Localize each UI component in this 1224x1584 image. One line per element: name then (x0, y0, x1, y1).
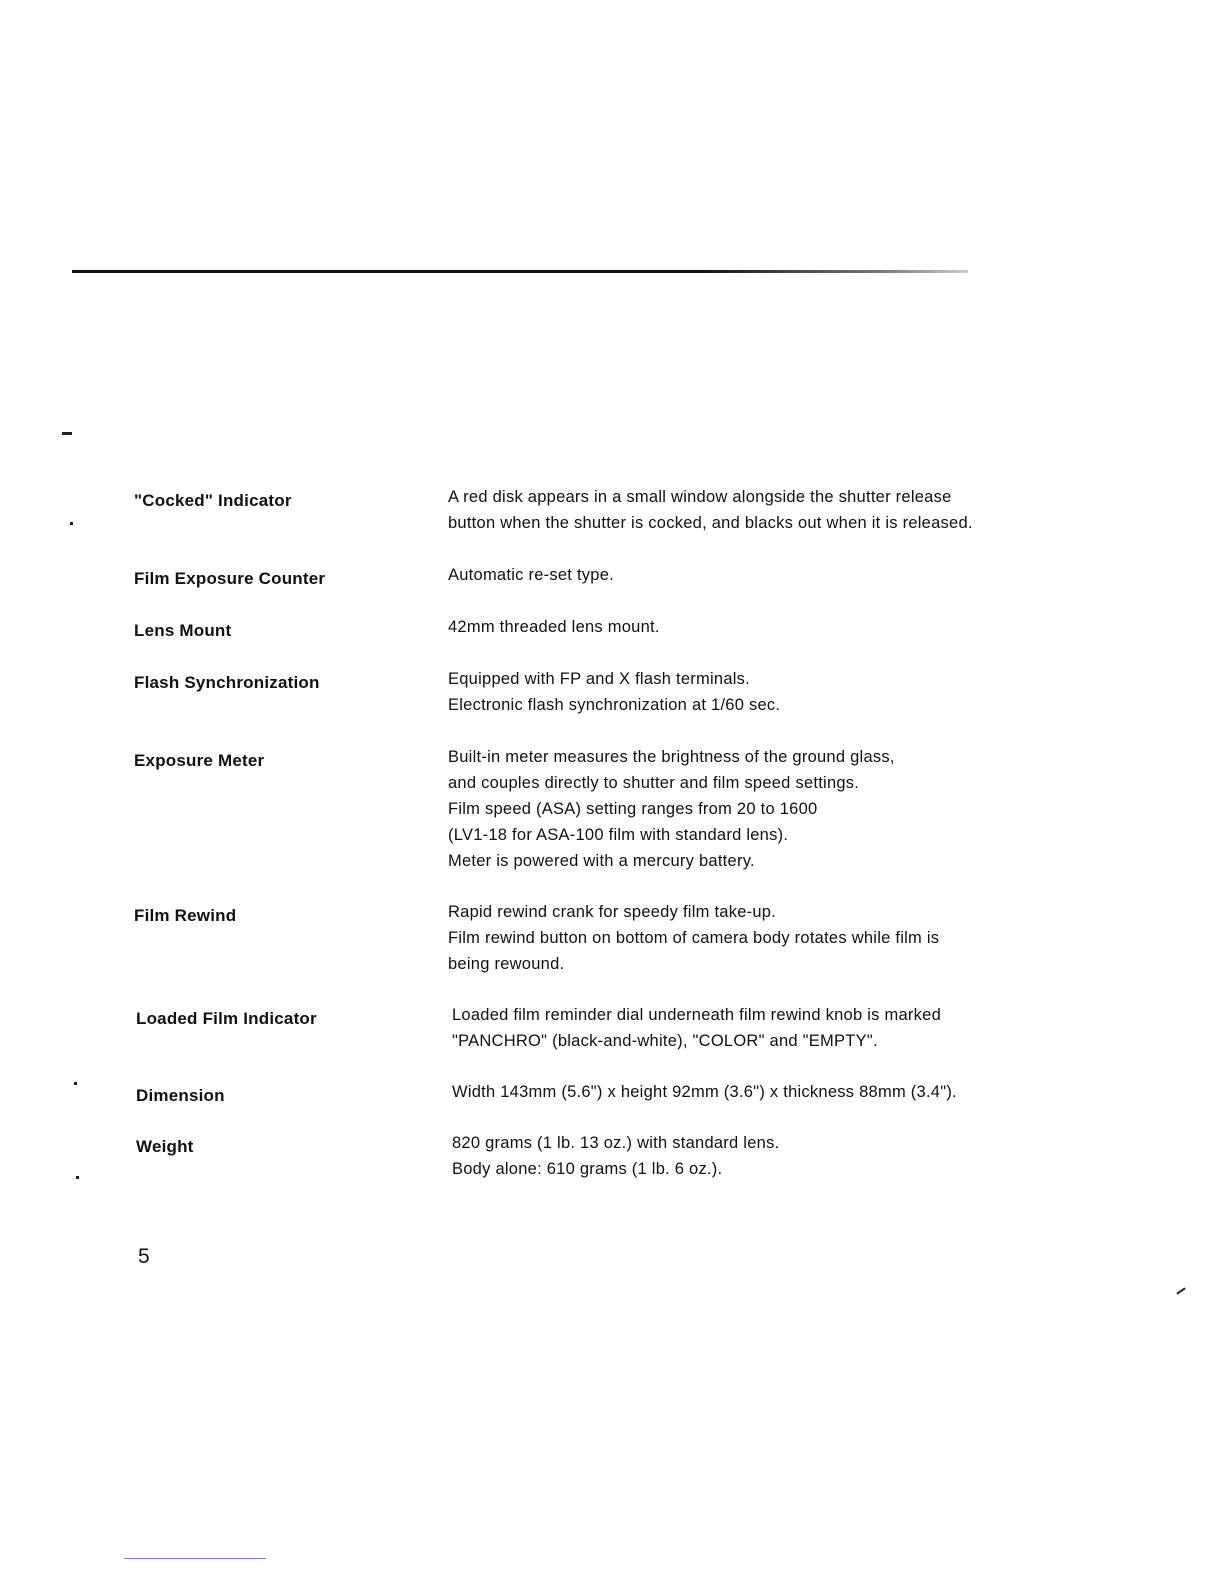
spec-value (452, 1079, 957, 1105)
spec-line: Loaded film reminder dial underneath film rewind knob is marked (452, 1006, 941, 1024)
spec-label: Weight (136, 1137, 194, 1156)
spec-value (448, 899, 939, 977)
spec-label: Film Rewind (134, 906, 237, 925)
bottom-rule (124, 1558, 266, 1559)
spec-label: Exposure Meter (134, 751, 265, 770)
spec-line: Electronic flash synchronization at 1/60 sec. (448, 696, 781, 714)
spec-value (452, 1002, 941, 1054)
spec-label: Loaded Film Indicator (136, 1009, 317, 1028)
spec-line: Automatic re-set type. (448, 566, 614, 584)
spec-line: Built-in meter measures the brightness of the ground glass, (448, 748, 895, 766)
spec-value (448, 744, 895, 874)
spec-label: Lens Mount (134, 621, 232, 640)
spec-line: Film speed (ASA) setting ranges from 20 to 1600 (448, 800, 818, 818)
spec-line: A red disk appears in a small window alongside the shutter release (448, 488, 952, 506)
spec-label: Film Exposure Counter (134, 569, 326, 588)
spec-value (448, 666, 780, 718)
spec-label: Flash Synchronization (134, 673, 320, 692)
page-number: 5 (138, 1245, 150, 1268)
spec-line: 42mm threaded lens mount. (448, 618, 660, 636)
spec-line: "PANCHRO" (black-and-white), "COLOR" and "EMPTY". (452, 1032, 878, 1050)
spec-label: Dimension (136, 1086, 225, 1105)
scan-speck (1176, 1287, 1185, 1294)
spec-value (448, 562, 614, 588)
spec-line: Meter is powered with a mercury battery. (448, 852, 755, 870)
spec-line: Film rewind button on bottom of camera body rotates while film is (448, 929, 940, 947)
spec-line: Rapid rewind crank for speedy film take-up. (448, 903, 777, 921)
scan-speck (74, 1082, 77, 1085)
scan-speck (62, 432, 72, 435)
spec-line: Equipped with FP and X flash terminals. (448, 670, 751, 688)
spec-line: and couples directly to shutter and film speed settings. (448, 774, 860, 792)
spec-line: (LV1-18 for ASA-100 film with standard lens). (448, 826, 789, 844)
top-rule (72, 270, 968, 273)
scan-speck (76, 1176, 79, 1179)
spec-line: being rewound. (448, 955, 565, 973)
scan-speck (70, 522, 73, 525)
spec-value (448, 614, 660, 640)
spec-value (448, 484, 973, 536)
spec-line: Body alone: 610 grams (1 lb. 6 oz.). (452, 1160, 723, 1178)
spec-label: "Cocked" Indicator (134, 491, 292, 510)
spec-value (452, 1130, 779, 1182)
spec-line: Width 143mm (5.6") x height 92mm (3.6") x thickness 88mm (3.4"). (452, 1083, 957, 1101)
spec-line: button when the shutter is cocked, and blacks out when it is released. (448, 514, 973, 532)
spec-line: 820 grams (1 lb. 13 oz.) with standard lens. (452, 1134, 780, 1152)
